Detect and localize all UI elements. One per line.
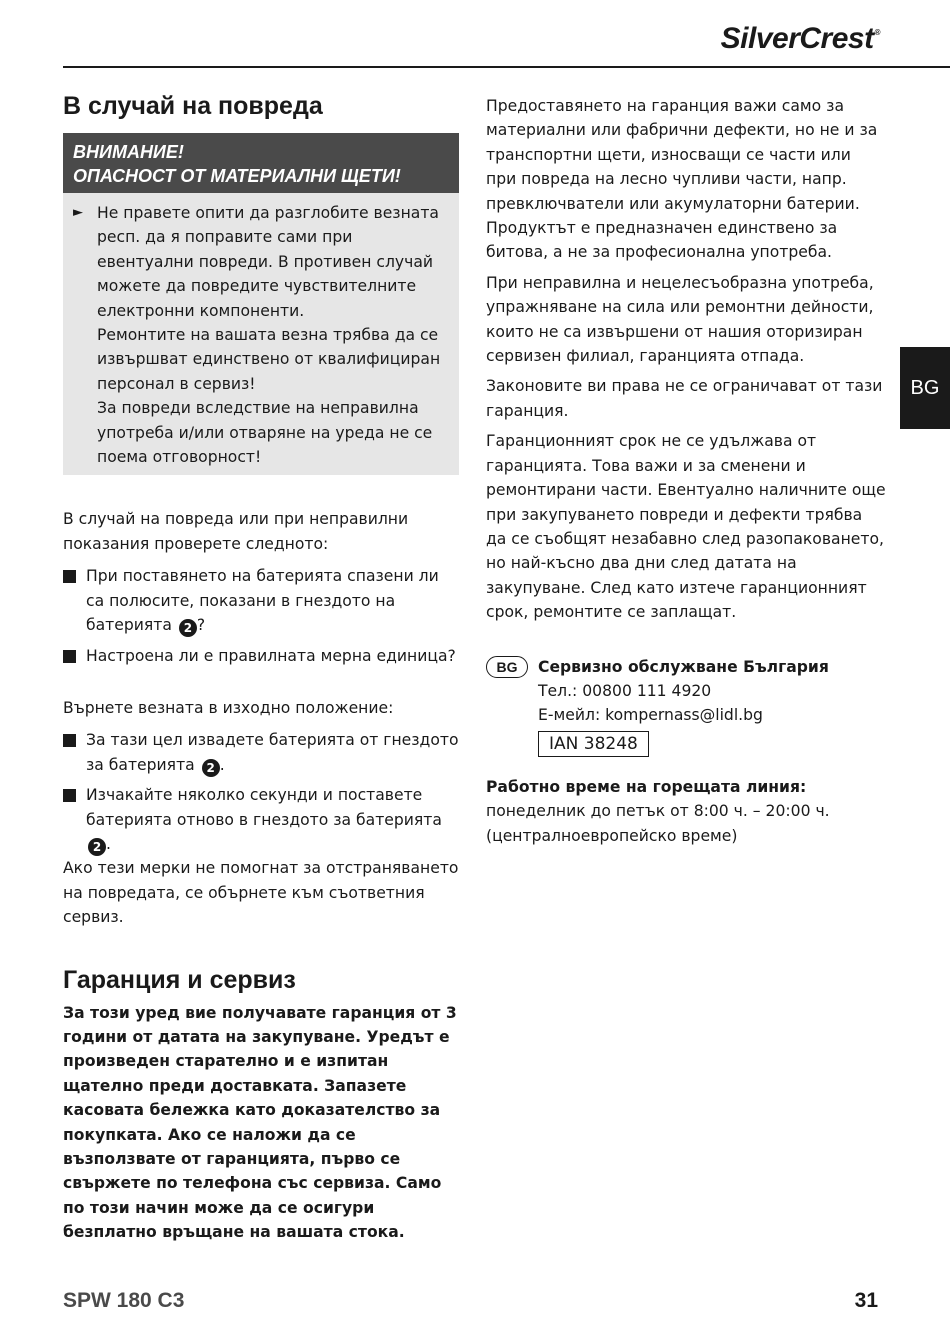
ian-box: IAN 38248 xyxy=(538,731,649,757)
warning-text: За повреди вследствие на неправилна употреба и/или отваряне на уреда не се поема отговорност! xyxy=(97,399,433,467)
warranty-paragraph: Предоставянето на гаранция важи само за материални или фабрични дефекти, но не и за транспортни щети, износващи се части или при повреда на лесно чупливи части, напр. превключватели или акумулаторни батерии. Продуктът е предназначен единствено за битова, а не за професионална употреба. xyxy=(486,97,878,262)
service-contact xyxy=(486,655,886,757)
damage-heading: В случай на повреда xyxy=(63,92,323,120)
warning-box xyxy=(63,133,459,475)
warranty-paragraph: Гаранционният срок не се удължава от гаранцията. Това важи и за сменени и ремонтирани части. Евентуално наличните още при закупуването повреди и дефекти трябва да се съобщят незабавно след разопаковането, но най-късно два дни след датата на закупуване. След като изтече гаранционният срок, ремонтите се заплащат. xyxy=(486,432,886,622)
service-title: Сервизно обслужване България xyxy=(538,657,829,676)
page-number: 31 xyxy=(854,1289,878,1312)
reset-list xyxy=(63,728,459,856)
square-bullet-icon xyxy=(63,734,76,747)
number-badge-icon: 2 xyxy=(179,619,197,637)
left-column xyxy=(63,92,459,1245)
warranty-heading: Гаранция и сервиз xyxy=(63,965,296,994)
list-item: Изчакайте няколко секунди и поставете батерията отново в гнездото за батерията 2 . xyxy=(63,783,459,856)
number-badge-icon: 2 xyxy=(88,838,106,856)
header-rule xyxy=(63,66,950,68)
arrow-bullet-icon: ► xyxy=(73,205,83,220)
warranty-intro: За този уред вие получавате гаранция от 3 години от датата на закупуване. Уредът е произведен старателно и е изпитан щателно преди доставката. Запазете касовата бележка като доказателство за покупката. Ако се наложи да се възползвате от гаранцията, първо се свържете по телефона със сервиза. Само по този начин може да се осигури безплатно връщане на вашата стока. xyxy=(63,1003,457,1242)
number-badge-icon: 2 xyxy=(202,759,220,777)
service-phone: Тел.: 00800 111 4920 xyxy=(538,681,712,700)
square-bullet-icon xyxy=(63,570,76,583)
square-bullet-icon xyxy=(63,789,76,802)
brand-logo: SilverCrest® xyxy=(720,22,880,55)
closing-text: Ако тези мерки не помогнат за отстраняването на повредата, се обърнете към съответния сервиз. xyxy=(63,859,459,927)
warning-text: Ремонтите на вашата везна трябва да се извършват единствено от квалифициран персонал в сервиз! xyxy=(97,326,441,393)
hotline-hours: понеделник до петък от 8:00 ч. – 20:00 ч. (централноевропейско време) xyxy=(486,802,830,845)
warning-header: ВНИМАНИЕ! ОПАСНОСТ ОТ МАТЕРИАЛНИ ЩЕТИ! xyxy=(63,133,459,193)
warranty-paragraph: Законовите ви права не се ограничават от тази гаранция. xyxy=(486,377,883,420)
right-column xyxy=(486,94,886,848)
check-list xyxy=(63,564,459,668)
country-badge: BG xyxy=(486,656,528,678)
language-tab: BG xyxy=(900,347,950,429)
list-item: Настроена ли е правилната мерна единица? xyxy=(63,644,459,668)
footer-model: SPW 180 C3 xyxy=(63,1289,185,1312)
check-intro: В случай на повреда или при неправилни показания проверете следното: xyxy=(63,510,409,553)
reset-intro: Върнете везната в изходно положение: xyxy=(63,698,394,717)
warning-text: Не правете опити да разглобите везната респ. да я поправите сами при евентуални повреди. В противен случай можете да повредите чувствителните електронни компоненти. xyxy=(97,204,439,320)
list-item: За тази цел извадете батерията от гнездото за батерията 2 . xyxy=(63,728,459,777)
list-item: При поставянето на батерията спазени ли са полюсите, показани в гнездото на батерията 2 ? xyxy=(63,564,459,637)
service-email: E-мейл: kompernass@lidl.bg xyxy=(538,706,763,725)
warranty-paragraph: При неправилна и нецелесъобразна употреба, упражняване на сила или ремонтни дейности, които не са извършени от нашия оторизиран сервизен филиал, гаранцията отпада. xyxy=(486,273,874,366)
hotline-title: Работно време на горещата линия: xyxy=(486,777,807,796)
square-bullet-icon xyxy=(63,650,76,663)
